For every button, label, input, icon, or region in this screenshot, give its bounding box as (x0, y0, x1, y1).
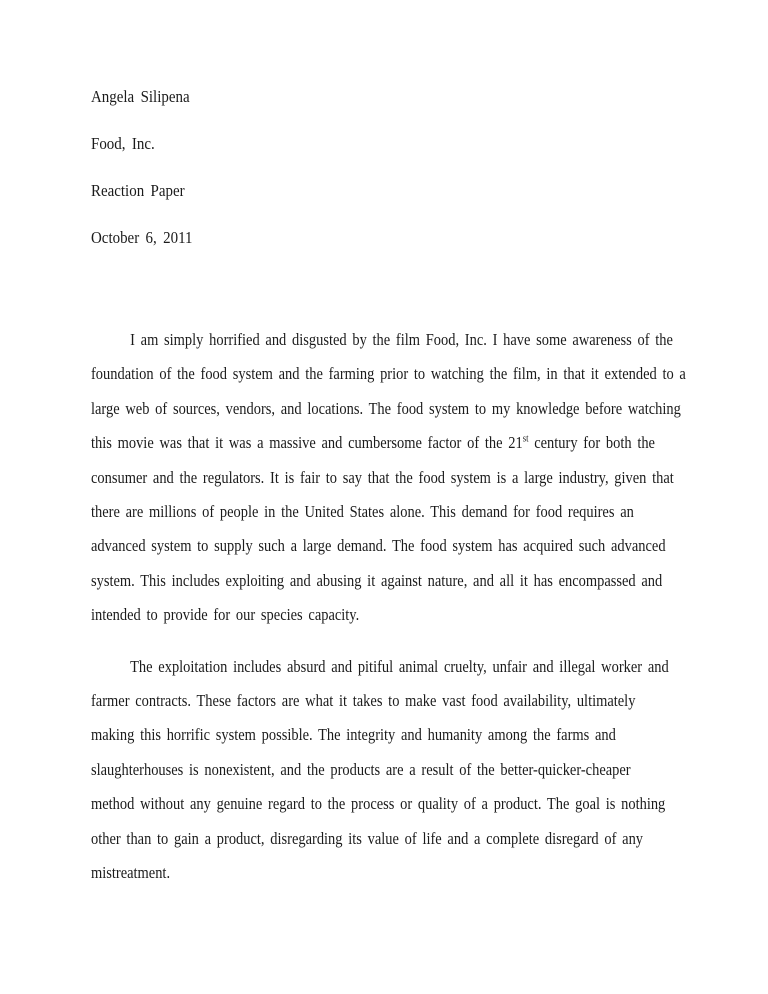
doc-type: Reaction Paper (91, 181, 185, 200)
text-line: large web of sources, vendors, and locations. The food system to my knowledge before watching (91, 398, 681, 418)
page-content (91, 86, 691, 891)
text-line: other than to gain a product, disregarding its value of life and a complete disregard of any (91, 828, 644, 848)
text-line: intended to provide for our species capacity. (91, 605, 360, 625)
essay-body (91, 323, 691, 891)
text-line: The exploitation includes absurd and pitiful animal cruelty, unfair and illegal worker and (130, 656, 669, 676)
superscript: st (522, 433, 529, 445)
text-line: consumer and the regulators. It is fair to say that the food system is a large industry, given that (91, 467, 674, 487)
text-line: there are millions of people in the United States alone. This demand for food requires an (91, 502, 634, 522)
film-title: Food, Inc. (91, 134, 155, 153)
text-line: slaughterhouses is nonexistent, and the products are a result of the better-quicker-cheaper (91, 759, 631, 779)
text-line: method without any genuine regard to the process or quality of a product. The goal is nothing (91, 794, 666, 814)
text-line: mistreatment. (91, 863, 171, 883)
text-line: system. This includes exploiting and abusing it against nature, and all it has encompassed and (91, 570, 663, 590)
text-line: farmer contracts. These factors are what it takes to make vast food availability, ultimately (91, 691, 636, 711)
date: October 6, 2011 (91, 228, 193, 247)
text-line: this movie was that it was a massive and cumbersome factor of the 21st century for both the (91, 433, 655, 453)
paragraph (91, 323, 691, 633)
document-header (91, 86, 691, 248)
author-name: Angela Silipena (91, 87, 190, 106)
text-line: advanced system to supply such a large demand. The food system has acquired such advanced (91, 536, 666, 556)
text-line: foundation of the food system and the farming prior to watching the film, in that it extended to a (91, 364, 686, 384)
paragraph (91, 650, 691, 891)
text-line: I am simply horrified and disgusted by the film Food, Inc. I have some awareness of the (130, 330, 673, 349)
text-line: making this horrific system possible. The integrity and humanity among the farms and (91, 725, 616, 745)
